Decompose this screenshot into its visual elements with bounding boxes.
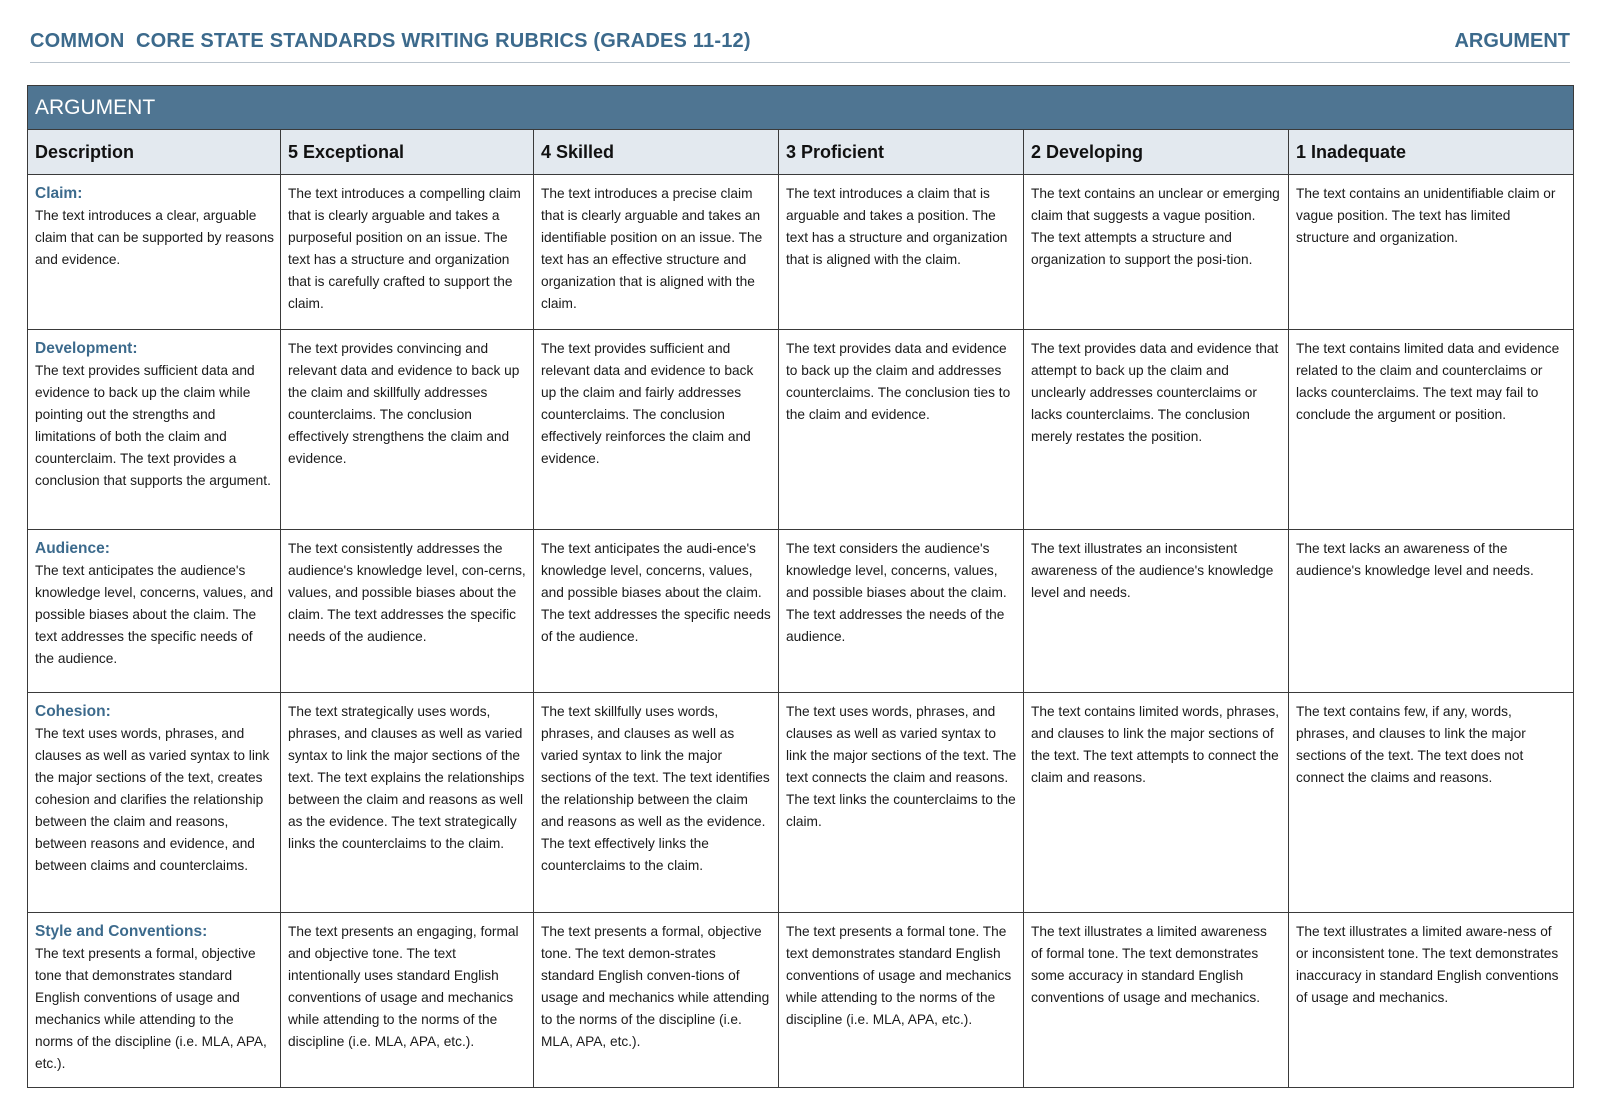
table-banner: ARGUMENT	[28, 86, 1574, 130]
level-3-cell: The text introduces a claim that is arguable and takes a position. The text has a structure and organization that is aligned with the claim.	[779, 175, 1024, 330]
column-header-row	[28, 130, 1574, 175]
level-5-cell: The text consistently addresses the audience's knowledge level, con-cerns, values, and possible biases about the claim. The text addresses the specific needs of the audience.	[281, 530, 534, 693]
table-row-style-and-conventions	[28, 913, 1574, 1088]
level-5-cell: The text strategically uses words, phrases, and clauses as well as varied syntax to link the major sections of the text. The text explains the relationships between the claim and reasons as well as the evidence. The text strategically links the counterclaims to the claim.	[281, 693, 534, 913]
page-header	[30, 26, 1570, 63]
table-row-development	[28, 330, 1574, 530]
criterion-cell	[28, 330, 281, 530]
level-4-cell: The text skillfully uses words, phrases, and clauses as well as varied syntax to link the major sections of the text. The text identifies the relationship between the claim and reasons as well as the evidence. The text effectively links the counterclaims to the claim.	[534, 693, 779, 913]
level-1-cell: The text lacks an awareness of the audience's knowledge level and needs.	[1289, 530, 1574, 693]
level-1-cell: The text contains an unidentifiable claim or vague position. The text has limited structure and organization.	[1289, 175, 1574, 330]
column-header-proficient: 3 Proficient	[779, 130, 1024, 175]
criterion-name: Cohesion:	[35, 703, 111, 720]
column-header-inadequate: 1 Inadequate	[1289, 130, 1574, 175]
level-3-cell: The text considers the audience's knowledge level, concerns, values, and possible biases about the claim. The text addresses the needs of the audience.	[779, 530, 1024, 693]
criterion-description: The text introduces a clear, arguable claim that can be supported by reasons and evidence.	[35, 208, 274, 267]
banner-row	[28, 86, 1574, 130]
criterion-description: The text uses words, phrases, and clauses as well as varied syntax to link the major sections of the text, creates cohesion and clarifies the relationship between the claim and reasons, between reasons and evidence, and between claims and counterclaims.	[35, 726, 270, 873]
criterion-cell	[28, 913, 281, 1088]
level-5-cell: The text presents an engaging, formal and objective tone. The text intentionally uses standard English conventions of usage and mechanics while attending to the norms of the discipline (i.e. MLA, APA, etc.).	[281, 913, 534, 1088]
level-5-cell: The text introduces a compelling claim that is clearly arguable and takes a purposeful position on an issue. The text has a structure and organization that is carefully crafted to support the claim.	[281, 175, 534, 330]
level-2-cell: The text contains an unclear or emerging claim that suggests a vague position. The text attempts a structure and organization to support the posi-tion.	[1024, 175, 1289, 330]
criterion-cell	[28, 530, 281, 693]
level-2-cell: The text contains limited words, phrases, and clauses to link the major sections of the text. The text attempts to connect the claim and reasons.	[1024, 693, 1289, 913]
level-2-cell: The text illustrates a limited awareness of formal tone. The text demonstrates some accuracy in standard English conventions of usage and mechanics.	[1024, 913, 1289, 1088]
level-4-cell: The text presents a formal, objective tone. The text demon-strates standard English conven-tions of usage and mechanics while attending to the norms of the discipline (i.e. MLA, APA, etc.).	[534, 913, 779, 1088]
document-section-label: ARGUMENT	[1454, 30, 1570, 52]
criterion-description: The text presents a formal, objective tone that demonstrates standard English conventions of usage and mechanics while attending to the norms of the discipline (i.e. MLA, APA, etc.).	[35, 946, 267, 1071]
level-4-cell: The text anticipates the audi-ence's knowledge level, concerns, values, and possible biases about the claim. The text addresses the specific needs of the audience.	[534, 530, 779, 693]
criterion-description: The text anticipates the audience's knowledge level, concerns, values, and possible biases about the claim. The text addresses the specific needs of the audience.	[35, 563, 274, 666]
level-1-cell: The text illustrates a limited aware-ness of or inconsistent tone. The text demonstrates inaccuracy in standard English conventions of usage and mechanics.	[1289, 913, 1574, 1088]
argument-rubric-table	[27, 85, 1574, 1088]
column-header-exceptional: 5 Exceptional	[281, 130, 534, 175]
table-row-claim	[28, 175, 1574, 330]
level-2-cell: The text provides data and evidence that attempt to back up the claim and unclearly addresses counterclaims or lacks counterclaims. The conclusion merely restates the position.	[1024, 330, 1289, 530]
criterion-name: Audience:	[35, 540, 110, 557]
criterion-name: Development:	[35, 340, 138, 357]
level-3-cell: The text presents a formal tone. The text demonstrates standard English conventions of usage and mechanics while attending to the norms of the discipline (i.e. MLA, APA, etc.).	[779, 913, 1024, 1088]
level-4-cell: The text provides sufficient and relevant data and evidence to back up the claim and fairly addresses counterclaims. The conclusion effectively reinforces the claim and evidence.	[534, 330, 779, 530]
level-5-cell: The text provides convincing and relevant data and evidence to back up the claim and skillfully addresses counterclaims. The conclusion effectively strengthens the claim and evidence.	[281, 330, 534, 530]
level-4-cell: The text introduces a precise claim that is clearly arguable and takes an identifiable position on an issue. The text has an effective structure and organization that is aligned with the claim.	[534, 175, 779, 330]
level-1-cell: The text contains few, if any, words, phrases, and clauses to link the major sections of the text. The text does not connect the claims and reasons.	[1289, 693, 1574, 913]
level-3-cell: The text uses words, phrases, and clauses as well as varied syntax to link the major sections of the text. The text connects the claim and reasons. The text links the counterclaims to the claim.	[779, 693, 1024, 913]
criterion-name: Claim:	[35, 185, 83, 202]
column-header-developing: 2 Developing	[1024, 130, 1289, 175]
criterion-description: The text provides sufficient data and evidence to back up the claim while pointing out the strengths and limitations of both the claim and counterclaim. The text provides a conclusion that supports the argument.	[35, 363, 271, 488]
table-row-audience	[28, 530, 1574, 693]
column-header-skilled: 4 Skilled	[534, 130, 779, 175]
table-row-cohesion	[28, 693, 1574, 913]
level-3-cell: The text provides data and evidence to back up the claim and addresses counterclaims. The conclusion ties to the claim and evidence.	[779, 330, 1024, 530]
level-2-cell: The text illustrates an inconsistent awareness of the audience's knowledge level and needs.	[1024, 530, 1289, 693]
criterion-cell	[28, 175, 281, 330]
column-header-description: Description	[28, 130, 281, 175]
criterion-name: Style and Conventions:	[35, 923, 208, 940]
document-title: COMMON CORE STATE STANDARDS WRITING RUBRICS (GRADES 11-12)	[30, 30, 751, 52]
level-1-cell: The text contains limited data and evidence related to the claim and counterclaims or lacks counterclaims. The text may fail to conclude the argument or position.	[1289, 330, 1574, 530]
criterion-cell	[28, 693, 281, 913]
